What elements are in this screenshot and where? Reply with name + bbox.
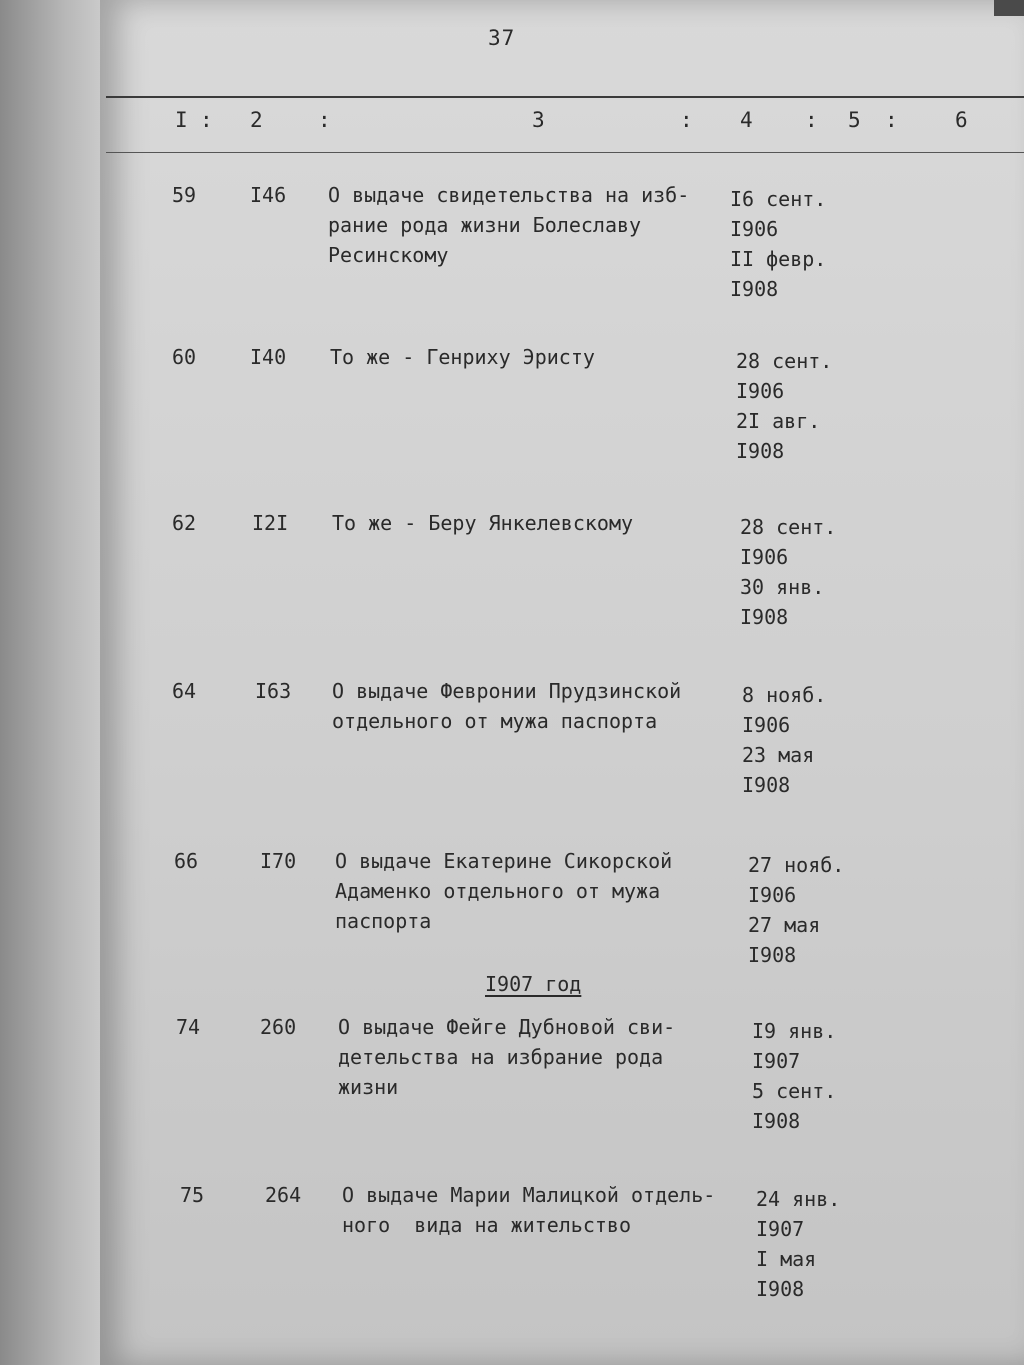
date-year: I908 bbox=[730, 277, 779, 301]
description-line: рание рода жизни Болеславу bbox=[328, 213, 642, 237]
column-separator: : bbox=[805, 108, 818, 132]
description-line: паспорта bbox=[335, 909, 432, 933]
row-number: 74 bbox=[176, 1015, 201, 1039]
row-number: 75 bbox=[180, 1183, 205, 1207]
row-description bbox=[332, 676, 681, 736]
row-description bbox=[332, 508, 633, 538]
row-dates bbox=[748, 850, 844, 970]
row-description bbox=[330, 342, 595, 372]
description-line: отдельного от мужа паспорта bbox=[332, 709, 658, 733]
date-year: I908 bbox=[748, 943, 797, 967]
file-number: I2I bbox=[252, 511, 289, 535]
date-year: I907 bbox=[756, 1217, 805, 1241]
date-day-month: 2I авг. bbox=[736, 409, 821, 433]
row-number: 62 bbox=[172, 511, 197, 535]
row-dates bbox=[736, 346, 832, 466]
header-top-rule bbox=[106, 96, 1024, 98]
file-number: 264 bbox=[265, 1183, 302, 1207]
description-line: О выдаче Марии Малицкой отдель- bbox=[342, 1183, 716, 1207]
row-description bbox=[338, 1012, 675, 1102]
description-line: Адаменко отдельного от мужа bbox=[335, 879, 661, 903]
description-line: детельства на избрание рода bbox=[338, 1045, 664, 1069]
column-separator: : bbox=[680, 108, 693, 132]
date-day-month: 28 сент. bbox=[736, 349, 833, 373]
description-line: То же - Беру Янкелевскому bbox=[332, 511, 634, 535]
row-dates bbox=[740, 512, 836, 632]
row-dates bbox=[752, 1016, 836, 1136]
date-day-month: 28 сент. bbox=[740, 515, 837, 539]
date-year: I906 bbox=[730, 217, 779, 241]
file-number: I70 bbox=[260, 849, 297, 873]
date-day-month: I9 янв. bbox=[752, 1019, 837, 1043]
row-dates bbox=[742, 680, 826, 800]
date-day-month: 8 нояб. bbox=[742, 683, 827, 707]
date-day-month: I6 сент. bbox=[730, 187, 827, 211]
column-header-6: 6 bbox=[955, 108, 968, 132]
date-day-month: 27 нояб. bbox=[748, 853, 845, 877]
document-page bbox=[100, 0, 1024, 1365]
description-line: О выдаче Февронии Прудзинской bbox=[332, 679, 682, 703]
column-header-3: 3 bbox=[532, 108, 545, 132]
row-number: 59 bbox=[172, 183, 197, 207]
column-header-2: 2 bbox=[250, 108, 263, 132]
date-year: I908 bbox=[742, 773, 791, 797]
file-number: 260 bbox=[260, 1015, 297, 1039]
year-heading: I907 год bbox=[485, 972, 582, 996]
row-dates bbox=[730, 184, 826, 304]
date-year: I908 bbox=[736, 439, 785, 463]
date-day-month: II февр. bbox=[730, 247, 827, 271]
date-year: I906 bbox=[740, 545, 789, 569]
file-number: I46 bbox=[250, 183, 287, 207]
file-number: I63 bbox=[255, 679, 292, 703]
row-number: 60 bbox=[172, 345, 197, 369]
description-line: То же - Генриху Эристу bbox=[330, 345, 595, 369]
row-dates bbox=[756, 1184, 840, 1304]
date-year: I908 bbox=[740, 605, 789, 629]
column-header-4: 4 bbox=[740, 108, 753, 132]
date-year: I906 bbox=[736, 379, 785, 403]
row-number: 66 bbox=[174, 849, 199, 873]
description-line: ного вида на жительство bbox=[342, 1213, 631, 1237]
column-header-1: I bbox=[175, 108, 188, 132]
date-day-month: I мая bbox=[756, 1247, 817, 1271]
description-line: Ресинскому bbox=[328, 243, 449, 267]
date-day-month: 30 янв. bbox=[740, 575, 825, 599]
description-line: О выдаче Екатерине Сикорской bbox=[335, 849, 673, 873]
date-year: I906 bbox=[748, 883, 797, 907]
row-number: 64 bbox=[172, 679, 197, 703]
column-separator: : bbox=[885, 108, 898, 132]
header-bottom-rule bbox=[106, 152, 1024, 153]
facing-page-edge bbox=[0, 0, 110, 1365]
row-description bbox=[342, 1180, 715, 1240]
row-description bbox=[328, 180, 689, 270]
page-corner-shadow bbox=[994, 0, 1024, 16]
column-separator: : bbox=[200, 108, 213, 132]
date-year: I908 bbox=[752, 1109, 801, 1133]
column-header-5: 5 bbox=[848, 108, 861, 132]
date-day-month: 23 мая bbox=[742, 743, 815, 767]
column-separator: : bbox=[318, 108, 331, 132]
date-year: I907 bbox=[752, 1049, 801, 1073]
page-number: 37 bbox=[488, 26, 516, 50]
date-day-month: 5 сент. bbox=[752, 1079, 837, 1103]
description-line: жизни bbox=[338, 1075, 399, 1099]
date-day-month: 24 янв. bbox=[756, 1187, 841, 1211]
row-description bbox=[335, 846, 672, 936]
date-year: I908 bbox=[756, 1277, 805, 1301]
description-line: О выдаче Фейге Дубновой сви- bbox=[338, 1015, 676, 1039]
file-number: I40 bbox=[250, 345, 287, 369]
date-day-month: 27 мая bbox=[748, 913, 821, 937]
date-year: I906 bbox=[742, 713, 791, 737]
description-line: О выдаче свидетельства на изб- bbox=[328, 183, 690, 207]
